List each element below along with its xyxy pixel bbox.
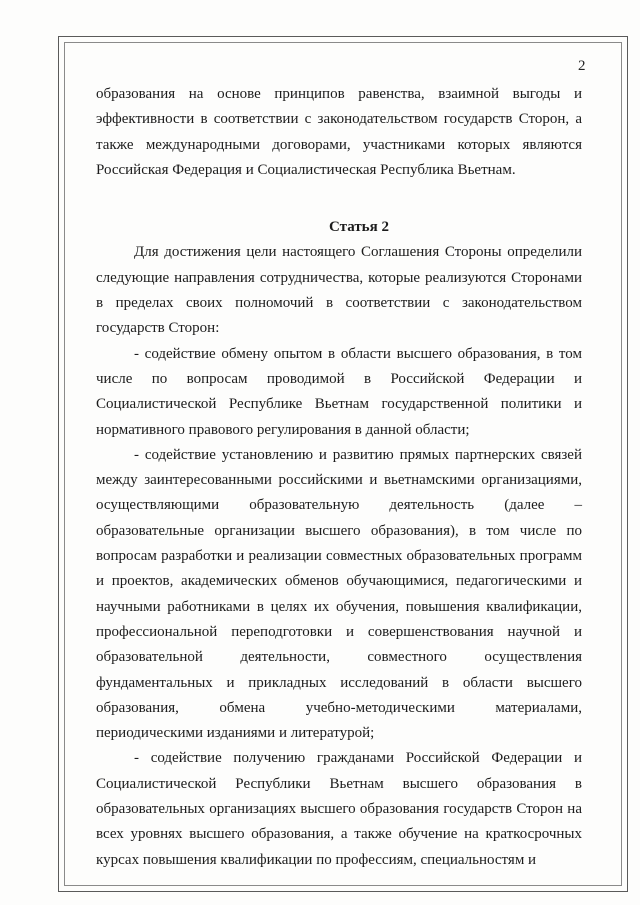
article-title: Статья 2 [329, 219, 389, 236]
intro-paragraph: образования на основе принципов равенства, взаимной выгоды и эффективности в соответствии с законодательством государств Сторон, а также международными договорами, участниками которых являются Российская Федерация и Социалистическая Республика Вьетнам. [96, 86, 582, 178]
paragraph-partnership-links: - содействие установлению и развитию прямых партнерских связей между заинтересованными российскими и вьетнамскими организациями, осуществляющими образовательную деятельность (далее – образовательные организации высшего образования), в том числе по вопросам разработки и реализации совместных образовательных программ и проектов, академических обменов обучающимися, педагогическими и научными работниками в целях их обучения, повышения квалификации, профессиональной переподготовки и совершенствования научной и образовательной деятельности, совместного осуществления фундаментальных и прикладных исследований в области высшего образования, обмена учебно-методическими материалами, периодическими изданиями и литературой; [96, 446, 582, 742]
paragraph-experience-exchange: - содействие обмену опытом в области высшего образования, в том числе по вопросам проводимой в Российской Федерации и Социалистической Республике Вьетнам государственной политики и нормативного правового регулирования в данной области; [96, 345, 582, 438]
document-body [96, 82, 582, 873]
paragraph-purpose: Для достижения цели настоящего Соглашения Стороны определили следующие направления сотрудничества, которые реализуются Сторонами в пределах своих полномочий в соответствии с законодательством государств Сторон: [96, 244, 582, 337]
paragraph-education-access: - содействие получению гражданами Российской Федерации и Социалистической Республики Вьетнам высшего образования в образовательных организациях высшего образования государств Сторон на всех уровнях высшего образования, а также обучение на краткосрочных курсах повышения квалификации по профессиям, специальностям и [96, 750, 582, 868]
page-number: 2 [578, 58, 586, 74]
